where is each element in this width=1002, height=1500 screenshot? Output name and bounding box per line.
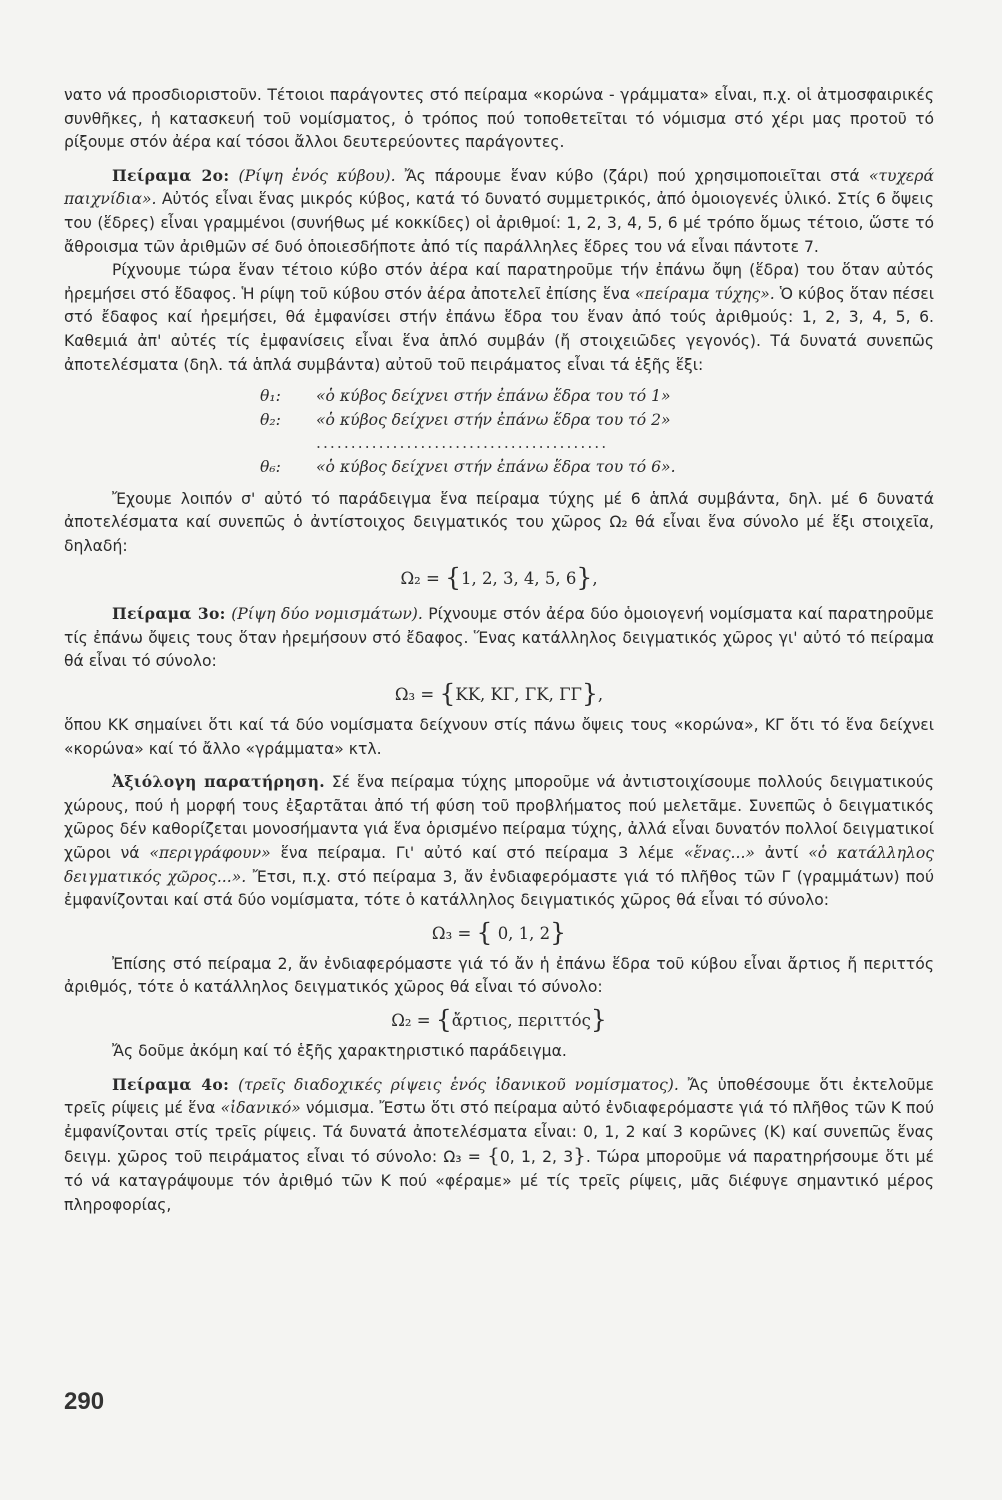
formula-lhs: Ω₃ = (394, 685, 435, 705)
page-body (64, 84, 934, 1217)
formula-set: 1, 2, 3, 4, 5, 6 (460, 569, 577, 589)
experiment-3-heading: Πείραμα 3ο: (112, 604, 226, 624)
outcome-ellipsis (260, 432, 934, 456)
outcome-symbol: θ₁: (260, 387, 281, 406)
italic-quote: «ἕνας...» (683, 844, 755, 863)
italic-quote: «τυχερά παιχνίδια». (64, 166, 934, 209)
paragraph-parity: Ἐπίσης στό πείραμα 2, ἄν ἐνδιαφερόμαστε γιά τό ἄν ἡ ἐπάνω ἕδρα τοῦ κύβου εἶναι ἄρτιος ἤ περιττός ἀριθμός, τότε ὁ κατάλληλος δειγματικός χῶρος θά εἶναι τό σύνολο: (64, 954, 934, 997)
formula-lhs: Ω₃ = (431, 923, 472, 943)
text-run: Ἄς ὑποθέσουμε ὅτι ἐκτελοῦμε τρεῖς ρίψεις μέ ἕνα (64, 1075, 934, 1118)
formula-tail: , (597, 685, 604, 705)
text-run: Ἔτσι, π.χ. στό πείραμα 3, ἄν ἐνδιαφερόμαστε γιά τό πλῆθος τῶν Γ (γραμμάτων) πού ἐμφανίζονται καί στά δύο νομίσματα, τότε ὁ κατάλληλος δειγματικός χῶρος θά εἶναι τό σύνολο: (64, 867, 934, 910)
formula-omega2: Ω₂ = {1, 2, 3, 4, 5, 6}, (400, 563, 598, 593)
paragraph-experiment-4: Πείραμα 4ο: (τρεῖς διαδοχικές ρίψεις ἑνός ἰδανικοῦ νομίσματος). Ἄς ὑποθέσουμε ὅτι ἐκτελοῦμε τρεῖς ρίψεις μέ ἕνα «ἰδανικό» νόμισμα. Ἔστω ὅτι στό πείραμα αὐτό ἐνδιαφερόμαστε γιά τό πλῆθος τῶν Κ πού ἐμφανίζονται στίς τρεῖς ρίψεις. Τά δυνατά ἀποτελέσματα εἶναι: 0, 1, 2 καί 3 κορῶνες (Κ) καί συνεπῶς ἕνας δειγμ. χῶρος τοῦ πειράματος εἶναι τό σύνολο: Ω₃ = {0, 1, 2, 3}. Τώρα μποροῦμε νά παρατηρήσουμε ὅτι μέ τό νά καταγράψουμε τόν ἀριθμό τῶν Κ πού «φέραμε» μέ τίς τρεῖς ρίψεις, μᾶς διέφυγε σημαντικό μέρος πληροφορίας, (64, 1074, 935, 1214)
experiment-3-title: (Ρίψη δύο νομισμάτων). (231, 605, 423, 624)
formula-tail: , (592, 569, 598, 589)
outcome-list (260, 385, 934, 479)
ellipsis-dots: .......................................... (316, 434, 609, 453)
formula-omega3-coins: Ω₃ = {ΚΚ, ΚΓ, ΓΚ, ΓΓ}, (394, 679, 604, 709)
experiment-2-heading: Πείραμα 2ο: (112, 165, 230, 185)
paragraph-sample-space-2: Ἔχουμε λοιπόν σ' αὐτό τό παράδειγμα ἕνα πείραμα τύχης μέ 6 ἁπλά συμβάντα, δηλ. μέ 6 δυνατά ἀποτελέσματα καί συνεπῶς ὁ ἀντίστοιχος δειγματικός του χῶρος Ω₂ θά εἶναι ἕνα σύνολο μέ ἕξι στοιχεῖα, δηλαδή: (64, 489, 934, 555)
outcome-item (260, 409, 934, 433)
experiment-2-title: (Ρίψη ἑνός κύβου). (238, 166, 396, 185)
text-run: Σέ ἕνα πείραμα τύχης μποροῦμε νά ἀντιστοιχίσουμε πολλούς δειγματικούς χώρους, πού ἡ μορφή τους ἐξαρτᾶται ἀπό τή φύση τοῦ προβλήματος πού μελετᾶμε. Συνεπῶς ὁ δειγματικός χῶρος δέν καθορίζεται μονοσήμαντα γιά ἕνα ὁρισμένο πείραμα τύχης, ἀλλά εἶναι δυνατόν πολλοί δειγματικοί χῶροι νά (64, 773, 934, 863)
outcome-item (260, 385, 934, 409)
text-run: Αὐτός εἶναι ἕνας μικρός κύβος, κατά τό δυνατό συμμετρικός, ἀπό ὁμοιογενές ὑλικό. Στίς 6 ὄψεις του (ἕδρες) εἶναι γραμμένοι (συνήθως μέ κοκκίδες) οἱ ἀριθμοί: 1, 2, 3, 4, 5, 6 μέ τρόπο ὅμως τέτοιο, ὥστε τό ἄθροισμα τῶν ἀριθμῶν σέ δυό ὁποιεσδήποτε ἀπό τίς παράλληλες ἕδρες του νά εἶναι πάντοτε 7. (64, 190, 934, 256)
paragraph-intro: νατο νά προσδιοριστοῦν. Τέτοιοι παράγοντες στό πείραμα «κορώνα - γράμματα» εἶναι, π.χ. οἱ ἀτμοσφαιρικές συνθῆκες, ἡ κατασκευή τοῦ νομίσματος, ὁ τρόπος πού τοποθετεῖται τό νόμισμα στό χέρι μας προτοῦ τό ρίξουμε στόν ἀέρα καί τόσοι ἄλλοι δευτερεύοντες παράγοντες. (64, 86, 934, 152)
text-run: Ρίχνουμε στόν ἀέρα δύο ὁμοιογενή νομίσματα καί παρατηροῦμε τίς ἐπάνω ὄψεις τους ὅταν ἠρεμήσουν στό ἔδαφος. Ἕνας κατάλληλος δειγματικός χῶρος γι' αὐτό τό πείραμα θά εἶναι τό σύνολο: (64, 605, 934, 671)
outcome-symbol: θ₆: (260, 457, 281, 476)
outcome-text: «ὁ κύβος δείχνει στήν ἐπάνω ἕδρα του τό 6». (316, 457, 676, 476)
text-run: Ἄς πάρουμε ἕναν κύβο (ζάρι) πού χρησιμοποιεῖται στά (395, 166, 869, 185)
text-run: . Τώρα μποροῦμε νά παρατηρήσουμε ὅτι μέ τό νά καταγράψουμε τόν ἀριθμό τῶν Κ πού «φέραμε» μέ τίς τρεῖς ρίψεις, μᾶς διέφυγε σημαντικό μέρος πληροφορίας, (64, 1148, 934, 1214)
paragraph-experiment-2 (64, 164, 934, 259)
inline-set-lhs: Ω₃ = (443, 1148, 481, 1167)
formula-set: ἄρτιος, περιττός (451, 1011, 591, 1030)
formula-lhs: Ω₂ = (400, 569, 440, 589)
experiment-4-title: (τρεῖς διαδοχικές ρίψεις ἑνός ἰδανικοῦ νομίσματος). (238, 1075, 679, 1094)
paragraph-remark (64, 770, 934, 913)
text-run: ἀντί (754, 844, 809, 863)
italic-quote: «ἰδανικό» (220, 1099, 301, 1118)
page-number: 290 (64, 1388, 105, 1415)
outcome-text: «ὁ κύβος δείχνει στήν ἐπάνω ἕδρα του τό 1» (316, 387, 671, 406)
remark-heading: Ἀξιόλογη παρατήρηση. (112, 772, 326, 792)
formula-omega2-parity: Ω₂ = {ἄρτιος, περιττός} (391, 1005, 607, 1034)
text-run: Ὁ κύβος ὅταν πέσει στό ἔδαφος καί ἠρεμήσει, θά ἐμφανίσει στήν ἐπάνω ἕδρα του ἕναν ἀπό τούς ἀριθμούς: 1, 2, 3, 4, 5, 6. Καθεμιά ἀπ' αὐτές τίς ἐμφανίσεις εἶναι ἕνα ἁπλό συμβάν (ἤ στοιχειῶδες γεγονός). Τά δυνατά συνεπῶς ἀποτελέσματα (δηλ. τά ἁπλά συμβάντα) αὐτοῦ τοῦ πειράματος εἶναι τά ἑξῆς ἕξι: (64, 284, 934, 374)
formula-set: 0, 1, 2 (497, 923, 551, 943)
paragraph-experiment-3 (64, 602, 934, 674)
text-run: Ρίχνουμε τώρα ἕναν τέτοιο κύβο στόν ἀέρα καί παρατηροῦμε τήν ἐπάνω ὄψη (ἕδρα) του ὅταν αὐτός ἠρεμήσει στό ἔδαφος. Ἡ ρίψη τοῦ κύβου στόν ἀέρα ἀποτελεῖ ἐπίσης ἕνα (64, 261, 934, 303)
italic-quote: «περιγράφουν» (149, 844, 271, 863)
formula-set: ΚΚ, ΚΓ, ΓΚ, ΓΓ (455, 685, 582, 705)
inline-set: 0, 1, 2, 3 (499, 1148, 574, 1167)
text-run: ἕνα πείραμα. Γι' αὐτό καί στό πείραμα 3 λέμε (270, 844, 684, 863)
paragraph-die-roll (64, 259, 934, 377)
text-run: νόμισμα. Ἔστω ὅτι στό πείραμα αὐτό ἐνδιαφερόμαστε γιά τό πλῆθος τῶν Κ πού ἐμφανίζονται στίς τρεῖς ρίψεις. Τά δυνατά ἀποτελέσματα εἶναι: 0, 1, 2 καί 3 κορῶνες (Κ) καί συνεπῶς ἕνας δειγμ. χῶρος τοῦ πειράματος εἶναι τό σύνολο: (64, 1099, 935, 1167)
outcome-text: «ὁ κύβος δείχνει στήν ἐπάνω ἕδρα του τό 2» (316, 410, 671, 429)
outcome-item (260, 456, 934, 480)
formula-omega3-count: Ω₃ = { 0, 1, 2} (431, 917, 567, 947)
outcome-symbol: θ₂: (260, 410, 281, 429)
italic-quote: «πείραμα τύχης». (635, 284, 775, 303)
paragraph-transition: Ἄς δοῦμε ἀκόμη καί τό ἑξῆς χαρακτηριστικό παράδειγμα. (112, 1042, 567, 1060)
formula-lhs: Ω₂ = (391, 1011, 431, 1030)
experiment-4-heading: Πείραμα 4ο: (112, 1074, 230, 1094)
italic-quote: «ὁ κατάλληλος δειγματικός χῶρος...». (64, 844, 934, 886)
paragraph-coin-notation: ὅπου ΚΚ σημαίνει ὅτι καί τά δύο νομίσματα δείχνουν στίς πάνω ὄψεις τους «κορώνα», ΚΓ ὅτι τό ἕνα δείχνει «κορώνα» καί τό ἄλλο «γράμματα» κτλ. (64, 716, 934, 758)
